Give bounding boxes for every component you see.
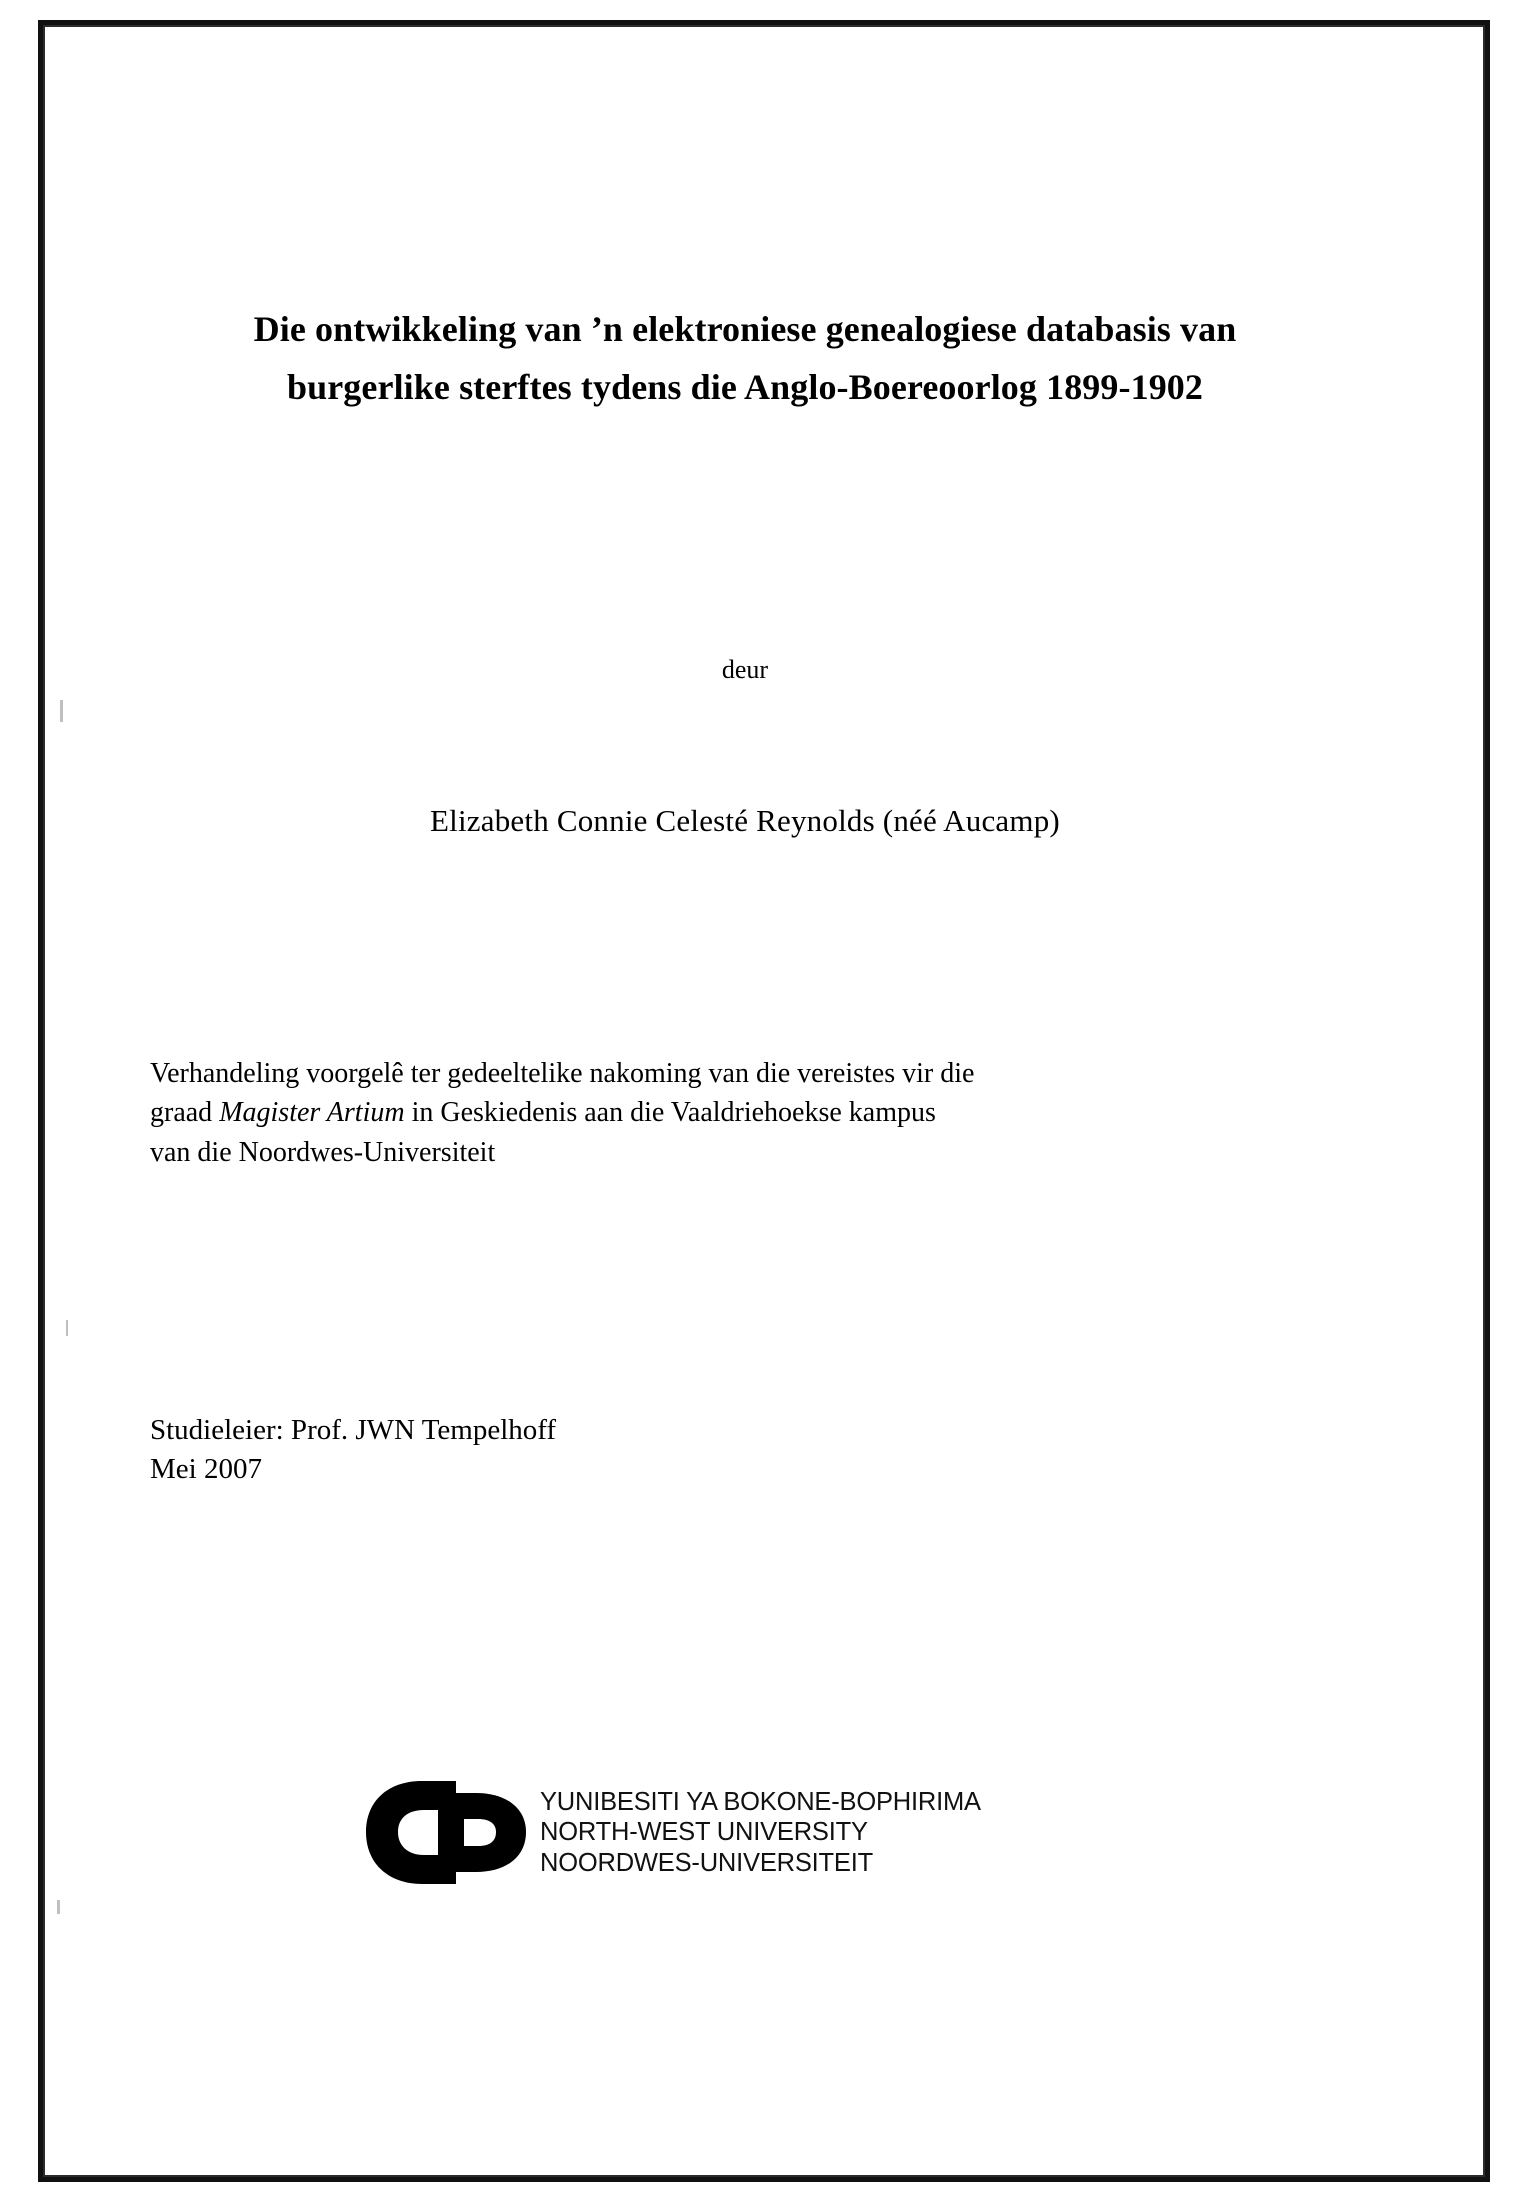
degree-statement-line-1: Verhandeling voorgelê ter gedeeltelike nakoming van die vereistes vir die xyxy=(150,1057,975,1089)
scan-artifact xyxy=(57,1900,60,1914)
north-west-university-logo-mark-icon xyxy=(360,1775,532,1890)
degree-statement-line-2-prefix: graad xyxy=(150,1097,220,1129)
supervisor-line: Studieleier: Prof. JWN Tempelhoff xyxy=(150,1413,557,1446)
logo-text-line-2: NORTH-WEST UNIVERSITY xyxy=(540,1818,868,1847)
title-line-1: Die ontwikkeling van ’n elektroniese genealogiese databasis van xyxy=(253,309,1237,349)
scan-artifact xyxy=(66,1320,68,1336)
title-line-2: burgerlike sterftes tydens die Anglo-Boereoorlog 1899-1902 xyxy=(286,367,1203,408)
degree-statement-line-2-suffix: in Geskiedenis aan die Vaaldriehoekse kampus xyxy=(404,1097,936,1129)
date-line: Mei 2007 xyxy=(150,1453,262,1486)
university-logo xyxy=(360,1775,1120,1890)
logo-text-line-3: NOORDWES-UNIVERSITEIT xyxy=(540,1848,873,1877)
logo-text-line-1: YUNIBESITI YA BOKONE-BOPHIRIMA xyxy=(540,1787,981,1816)
author-name: Elizabeth Connie Celesté Reynolds (néé Aucamp) xyxy=(430,802,1060,838)
degree-statement-line-3: van die Noordwes-Universiteit xyxy=(150,1137,496,1169)
by-word: deur xyxy=(721,654,769,684)
university-logo-text xyxy=(540,1787,981,1879)
degree-statement xyxy=(150,1054,1340,1173)
page-title xyxy=(190,300,1300,417)
degree-statement-line-2 xyxy=(150,1093,1334,1133)
scan-artifact xyxy=(60,700,63,722)
degree-name: Magister Artium xyxy=(219,1097,405,1129)
page-content xyxy=(150,300,1340,1489)
